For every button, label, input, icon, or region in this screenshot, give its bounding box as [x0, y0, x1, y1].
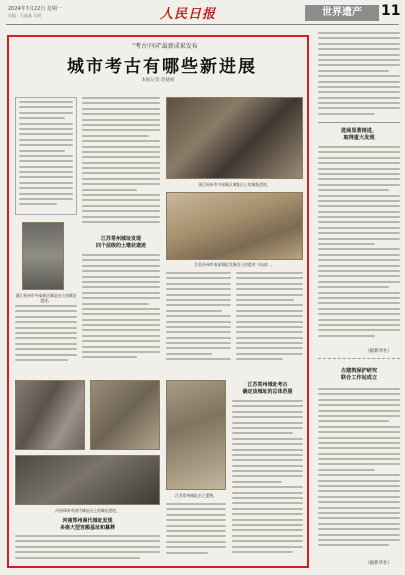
right-mid-text-col-b [236, 272, 303, 368]
top-right-photo-caption: 浙江杭州市中部新区城址出土的城址遗迹。 [198, 182, 271, 187]
left-photo-caption: 浙江杭州市中部新区城址出土的城址遗迹。 [15, 293, 77, 303]
newspaper-logo: 人民日报 [160, 7, 217, 22]
right-top-text [318, 32, 400, 118]
article-byline: 本报记者 赵晓丽 [141, 78, 175, 83]
right-rule-1 [318, 122, 400, 123]
right-mid-text [318, 146, 400, 344]
lower-left-photo-2 [90, 380, 160, 450]
header-rule [6, 24, 399, 25]
issue-date: 2024年7月22日 星期一 [8, 6, 62, 12]
subhead-bottom-mid: 江苏常州城址考古 确定该城址的总体范围 [242, 382, 293, 395]
bottom-left2-text [166, 503, 226, 561]
lower-left-photo-3 [15, 455, 160, 505]
page-header [0, 0, 405, 28]
right-rule-2 [318, 358, 400, 359]
mid-text-col-1 [82, 97, 160, 232]
lower-left-photo-1 [15, 380, 85, 450]
bottom-mid-text [232, 400, 303, 562]
lead-box [15, 97, 77, 215]
second-right-photo [166, 192, 303, 260]
editor-meta: 责编：石晶晶 吴阳 [8, 13, 42, 18]
right-author-1: （据新华社） [365, 349, 392, 354]
right-headline-1: 进展显著推进， 取得重大发现 [340, 128, 378, 141]
subhead-bottom-left: 河南郑州商代城址发现 多座大型宫殿基址和墓葬 [59, 518, 115, 531]
left-photo [22, 222, 64, 290]
mid-text-col-2 [82, 254, 160, 368]
right-headline-2: 古建筑保护研究 联合工作站成立 [340, 368, 378, 381]
lower-mid-photo [166, 380, 226, 490]
right-bottom-text [318, 388, 400, 556]
lower-left-photo-caption: 河南郑州市商代城址出土的城址遗迹。 [55, 508, 120, 513]
right-mid-text-col [166, 272, 231, 368]
bottom-left-text [15, 535, 160, 563]
second-right-photo-caption: 江苏苏州市南部城址发掘出土的遗迹（局部）。 [194, 262, 275, 267]
right-author-2: （据新华社） [365, 561, 392, 566]
page-number: 11 [381, 3, 401, 19]
left-text-col [15, 305, 77, 370]
section-label: 世界遗产 [305, 5, 379, 21]
lower-mid-photo-caption: 江苏常州城址出土遗物。 [175, 493, 217, 498]
subhead-left-mid: 江苏常州城址发现 四个层级的土墩状遗迹 [95, 236, 146, 249]
top-right-photo [166, 97, 303, 179]
article-kicker: "考古中国"最新成果发布 [132, 43, 198, 50]
article-title: 城市考古有哪些新进展 [67, 57, 257, 77]
